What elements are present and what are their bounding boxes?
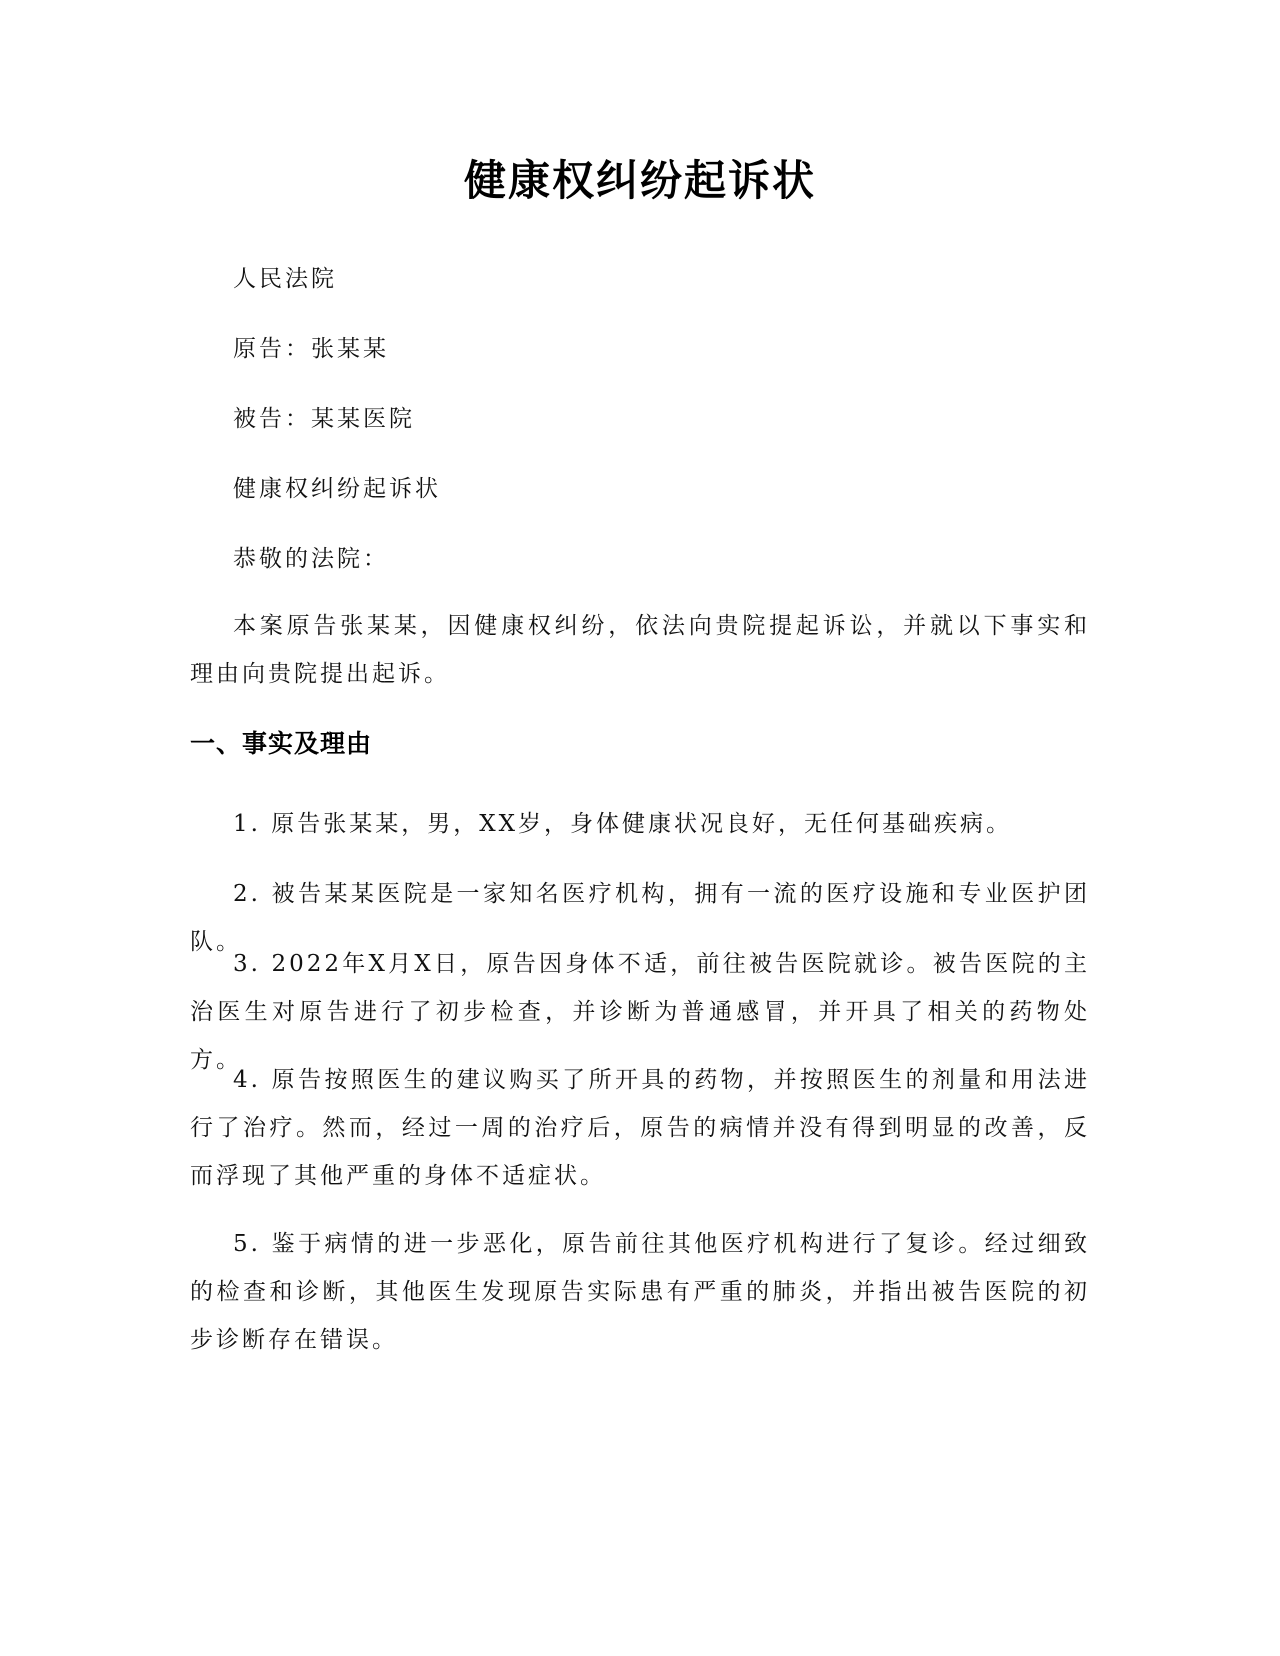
plaintiff-line: 原告：张某某 <box>233 336 389 362</box>
section-heading: 一、事实及理由 <box>190 729 373 758</box>
fact-item: 1. 原告张某某，男，XX岁，身体健康状况良好，无任何基础疾病。 <box>233 811 1013 837</box>
defendant-line: 被告：某某医院 <box>233 406 415 432</box>
fact-item: 4. 原告按照医生的建议购买了所开具的药物，并按照医生的剂量和用法进行了治疗。然而，经过一周的治疗后，原告的病情并没有得到明显的改善，反而浮现了其他严重的身体不适症状。 <box>190 1067 1090 1189</box>
fact-item: 3. 2022年X月X日，原告因身体不适，前往被告医院就诊。被告医院的主治医生对原告进行了初步检查，并诊断为普通感冒，并开具了相关的药物处方。 <box>190 951 1090 1073</box>
fact-item: 2. 被告某某医院是一家知名医疗机构，拥有一流的医疗设施和专业医护团队。 <box>190 881 1090 955</box>
court-line: 人民法院 <box>233 266 337 292</box>
subtitle-line: 健康权纠纷起诉状 <box>233 476 441 502</box>
document-title: 健康权纠纷起诉状 <box>463 156 816 205</box>
fact-item: 5. 鉴于病情的进一步恶化，原告前往其他医疗机构进行了复诊。经过细致的检查和诊断，其他医生发现原告实际患有严重的肺炎，并指出被告医院的初步诊断存在错误。 <box>190 1231 1090 1353</box>
intro-paragraph: 本案原告张某某，因健康权纠纷，依法向贵院提起诉讼，并就以下事实和理由向贵院提出起诉。 <box>190 613 1090 687</box>
salutation-line: 恭敬的法院： <box>233 546 389 572</box>
